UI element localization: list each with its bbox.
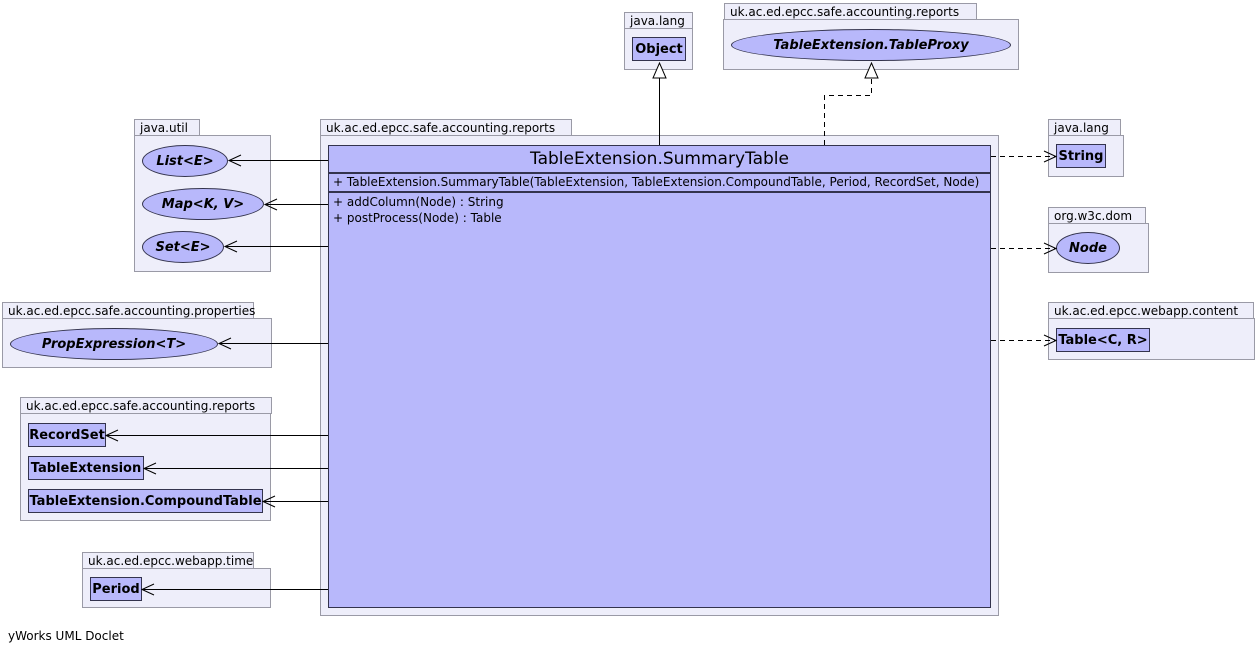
class-period[interactable]: Period	[90, 577, 142, 601]
package-label: uk.ac.ed.epcc.safe.accounting.properties	[2, 302, 254, 319]
class-table-extension[interactable]: TableExtension	[28, 456, 144, 480]
method-post-process: + postProcess(Node) : Table	[333, 211, 502, 225]
package-label: java.lang	[1048, 119, 1121, 136]
package-label: uk.ac.ed.epcc.safe.accounting.reports	[320, 119, 572, 136]
package-label: uk.ac.ed.epcc.safe.accounting.reports	[20, 397, 272, 414]
class-string[interactable]: String	[1056, 144, 1106, 168]
package-label: uk.ac.ed.epcc.webapp.content	[1048, 302, 1254, 319]
interface-map[interactable]: Map<K, V>	[142, 188, 264, 220]
interface-list[interactable]: List<E>	[142, 145, 228, 177]
class-title: TableExtension.SummaryTable	[329, 146, 990, 174]
constructor: + TableExtension.SummaryTable(TableExtension, TableExtension.CompoundTable, Period, RecordSet, Node)	[329, 174, 990, 193]
package-label: java.lang	[624, 12, 693, 29]
interface-node[interactable]: Node	[1056, 232, 1120, 264]
class-compound-table[interactable]: TableExtension.CompoundTable	[28, 489, 263, 513]
package-label: uk.ac.ed.epcc.safe.accounting.reports	[724, 3, 977, 20]
class-record-set[interactable]: RecordSet	[28, 423, 106, 447]
realization-arrowhead	[865, 63, 878, 78]
generalization-arrowhead	[653, 63, 666, 78]
class-object[interactable]: Object	[632, 37, 686, 61]
package-label: uk.ac.ed.epcc.webapp.time	[82, 552, 254, 569]
interface-set[interactable]: Set<E>	[142, 231, 224, 263]
class-table[interactable]: Table<C, R>	[1056, 328, 1150, 352]
package-label: org.w3c.dom	[1048, 207, 1146, 224]
footer-credit: yWorks UML Doclet	[8, 629, 124, 643]
package-label: java.util	[134, 119, 200, 136]
method-add-column: + addColumn(Node) : String	[333, 195, 504, 209]
interface-prop-expression[interactable]: PropExpression<T>	[10, 328, 218, 360]
realization-table-proxy	[825, 78, 872, 145]
interface-table-proxy[interactable]: TableExtension.TableProxy	[731, 29, 1011, 61]
